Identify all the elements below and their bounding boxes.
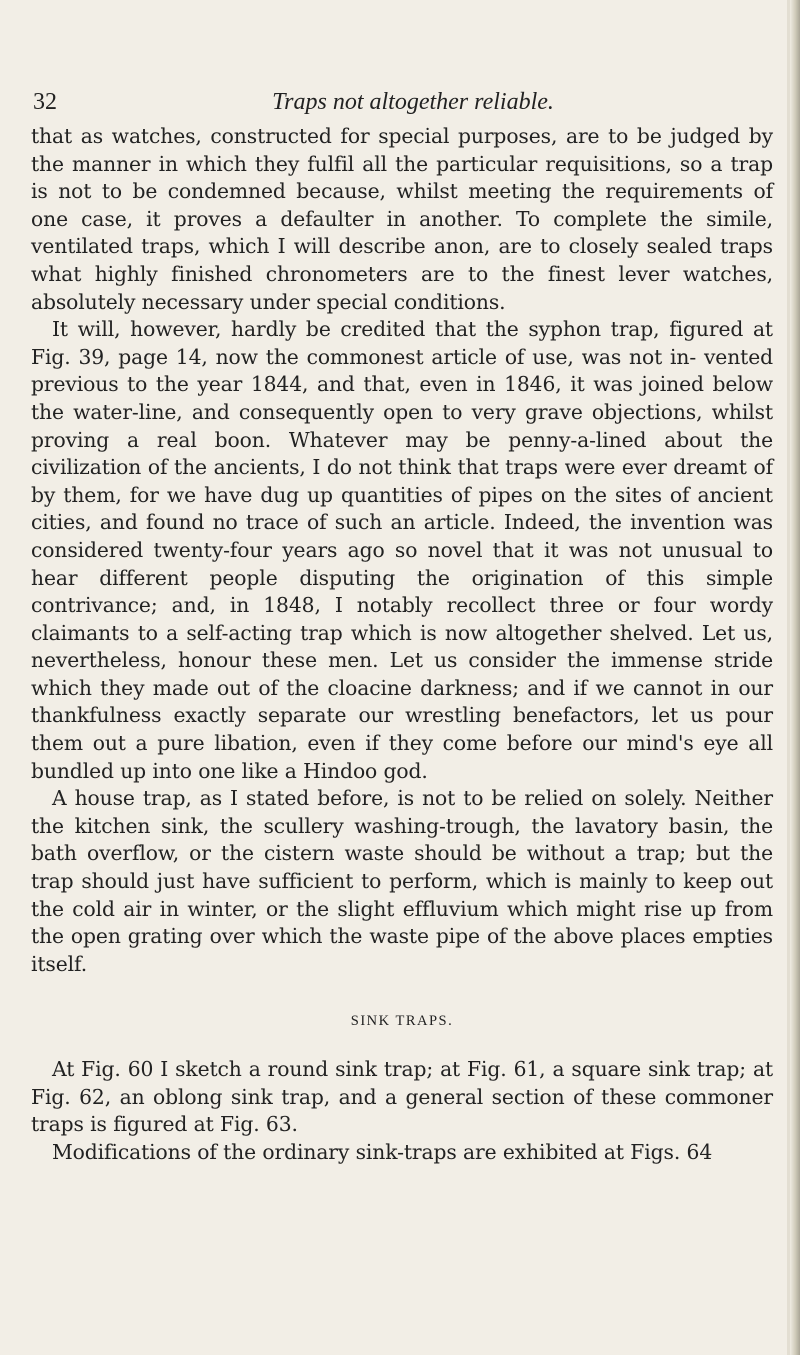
paragraph: A house trap, as I stated before, is not to be relied on solely. Neither the kitchen sink, the scullery washing-trough, the lavatory basin, the bath overflow, or the cistern waste should be without a trap; but the trap should just have sufficient to perform, which is mainly to keep out the cold air in winter, or the slight effluvium which might rise up from the open grating over which the waste pipe of the above places empties itself. xyxy=(31,786,773,976)
running-title: Traps not altogether reliable. xyxy=(272,89,554,115)
page-edge xyxy=(790,0,800,1355)
page-header xyxy=(33,88,773,116)
paragraph: that as watches, constructed for special purposes, are to be judged by the manner in which they fulfil all the particular requisitions, so a trap is not to be condemned because, whilst meeting the requirements of one case, it proves a defaulter in another. To complete the simile, ventilated traps, which I will describe anon, are to closely sealed traps what highly finished chronometers are to the finest lever watches, absolutely necessary under special conditions. xyxy=(31,124,773,314)
paragraph: It will, however, hardly be credited that the syphon trap, figured at Fig. 39, page 14, now the commonest article of use, was not in- vented previous to the year 1844, and that, even in 1846, it was joined below the water-line, and consequently open to very grave objections, whilst proving a real boon. Whatever may be penny-a-lined about the civilization of the ancients, I do not think that traps were ever dreamt of by them, for we have dug up quantities of pipes on the sites of ancient cities, and found no trace of such an article. Indeed, the invention was considered twenty-four years ago so novel that it was not unusual to hear different people disputing the origination of this simple contrivance; and, in 1848, I notably recollect three or four wordy claimants to a self-acting trap which is now altogether shelved. Let us, nevertheless, honour these men. Let us consider the immense stride which they made out of the cloacine darkness; and if we cannot in our thankfulness exactly separate our wrestling benefactors, let us pour them out a pure libation, even if they come before our mind's eye all bundled up into one like a Hindoo god. xyxy=(31,317,773,783)
body-text xyxy=(31,123,773,1166)
paragraph: Modifications of the ordinary sink-traps are exhibited at Figs. 64 xyxy=(52,1139,713,1164)
page-number: 32 xyxy=(33,89,57,115)
paragraph: At Fig. 60 I sketch a round sink trap; at Fig. 61, a square sink trap; at Fig. 62, an oblong sink trap, and a general section of these commoner traps is figured at Fig. 63. xyxy=(31,1057,773,1137)
section-heading: SINK TRAPS. xyxy=(350,1013,454,1030)
